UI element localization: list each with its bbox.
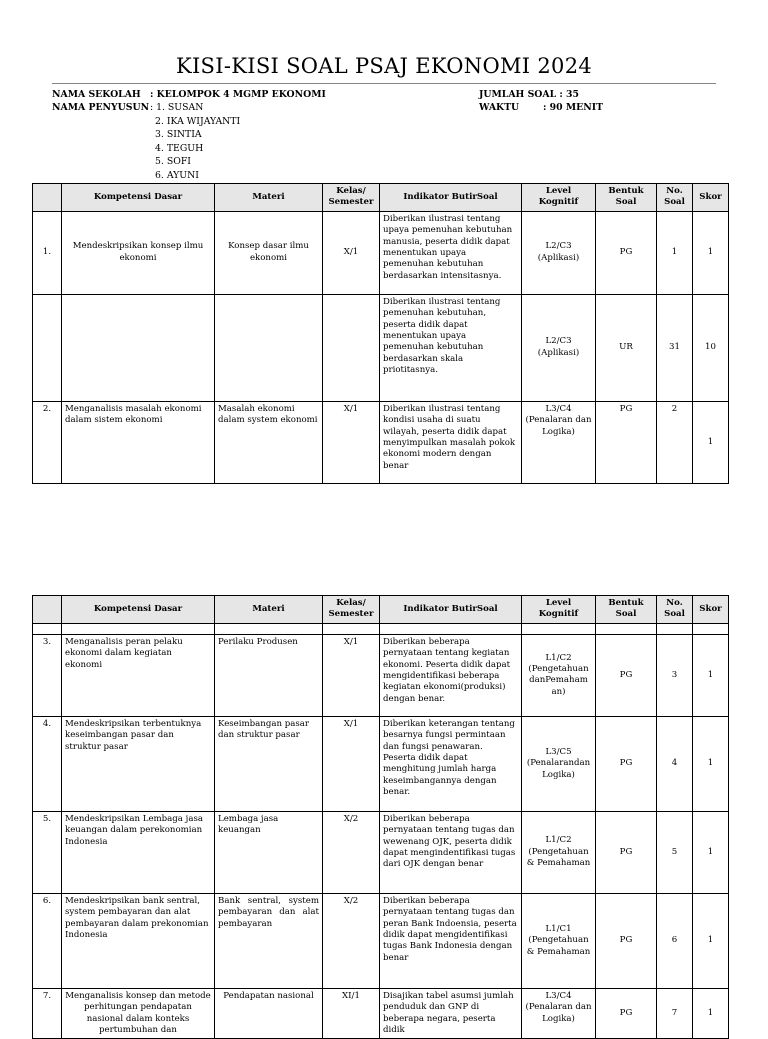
row-skor: 1: [693, 401, 729, 483]
table-row: [33, 401, 729, 483]
row-no: 2.: [33, 401, 62, 483]
header-kompetensi-dasar: Kompetensi Dasar: [62, 184, 215, 212]
row-level: L2/C3 (Aplikasi): [522, 294, 596, 401]
header-skor: Skor: [693, 596, 729, 624]
table-header-row: [33, 184, 729, 212]
row-level: L3/C5 (Penalarandan Logika): [522, 716, 596, 811]
row-bentuk: PG: [596, 811, 657, 893]
row-kelas: X/1: [323, 716, 380, 811]
header-no-soal: No. Soal: [657, 184, 693, 212]
row-materi: Perilaku Produsen: [215, 634, 323, 716]
header-bentuk-soal: Bentuk Soal: [596, 596, 657, 624]
row-bentuk: PG: [596, 401, 657, 483]
row-no-soal: 5: [657, 811, 693, 893]
row-bentuk: PG: [596, 634, 657, 716]
penyusun-item: 2. IKA WIJAYANTI: [155, 116, 241, 127]
row-kelas: [323, 294, 380, 401]
row-no-soal: 1: [657, 211, 693, 294]
row-level: L1/C2 (Pengetahuan & Pemahaman: [522, 811, 596, 893]
row-skor: 1: [693, 893, 729, 988]
row-level: L3/C4 (Penalaran dan Logika): [522, 988, 596, 1039]
table-row: [33, 716, 729, 811]
row-indikator: Diberikan keterangan tentang besarnya fungsi permintaan dan fungsi penawaran. Peserta didik dapat menghitung jumlah harga keseimbangannya dengan benar.: [380, 716, 522, 811]
row-bentuk: PG: [596, 988, 657, 1039]
table-row: [33, 211, 729, 294]
row-no-soal: 4: [657, 716, 693, 811]
row-skor: 1: [693, 988, 729, 1039]
row-kompetensi-dasar: Menganalisis peran pelaku ekonomi dalam kegiatan ekonomi: [62, 634, 215, 716]
row-no-soal: 7: [657, 988, 693, 1039]
nama-sekolah-label: NAMA SEKOLAH: [52, 89, 141, 100]
header-kelas-semester: Kelas/ Semester: [323, 596, 380, 624]
penyusun-list: [155, 115, 240, 182]
row-materi: Keseimbangan pasar dan struktur pasar: [215, 716, 323, 811]
header-kelas-semester: Kelas/ Semester: [323, 184, 380, 212]
penyusun-item: 6. AYUNI: [155, 169, 199, 181]
header-materi: Materi: [215, 184, 323, 212]
table-row: [33, 294, 729, 401]
row-no: [33, 294, 62, 401]
header-no-soal: No. Soal: [657, 596, 693, 624]
row-kelas: X/1: [323, 401, 380, 483]
row-no: 4.: [33, 716, 62, 811]
header-skor: Skor: [693, 184, 729, 212]
row-kompetensi-dasar: Mendeskripsikan konsep ilmu ekonomi: [62, 211, 215, 294]
row-no: 7.: [33, 988, 62, 1039]
row-indikator: Diberikan ilustrasi tentang kondisi usaha di suatu wilayah, peserta didik dapat menyimpulkan masalah pokok ekonomi modern dengan benar: [380, 401, 522, 483]
row-kelas: X/2: [323, 811, 380, 893]
row-bentuk: PG: [596, 211, 657, 294]
row-indikator: Disajikan tabel asumsi jumlah penduduk dan GNP di beberapa negara, peserta didik: [380, 988, 522, 1039]
row-no-soal: 3: [657, 634, 693, 716]
header-kompetensi-dasar: Kompetensi Dasar: [62, 596, 215, 624]
row-no: 1.: [33, 211, 62, 294]
row-materi: [215, 294, 323, 401]
header-indikator: Indikator ButirSoal: [380, 596, 522, 624]
row-no: 6.: [33, 893, 62, 988]
header-indikator: Indikator ButirSoal: [380, 184, 522, 212]
row-no-soal: 2: [657, 401, 693, 483]
row-kompetensi-dasar: Menganalisis masalah ekonomi dalam sistem ekonomi: [62, 401, 215, 483]
waktu-value: : 90 MENIT: [543, 102, 603, 114]
row-bentuk: PG: [596, 893, 657, 988]
row-materi: Lembaga jasa keuangan: [215, 811, 323, 893]
row-no-soal: 31: [657, 294, 693, 401]
row-skor: 1: [693, 211, 729, 294]
table-row: [33, 634, 729, 716]
table-row: [33, 893, 729, 988]
header-no: [33, 184, 62, 212]
row-materi: Pendapatan nasional: [215, 988, 323, 1039]
header-level-kognitif: Level Kognitif: [522, 184, 596, 212]
header-bentuk-soal: Bentuk Soal: [596, 184, 657, 212]
row-skor: 1: [693, 634, 729, 716]
row-indikator: Diberikan ilustrasi tentang pemenuhan kebutuhan, peserta didik dapat menentukan upaya pemenuhan kebutuhan berdasarkan skala priotitasnya.: [380, 294, 522, 401]
row-indikator: Diberikan beberapa pernyataan tentang kegiatan ekonomi. Peserta didik dapat mengidentifikasi beberapa kegiatan ekonomi(produksi) dengan benar.: [380, 634, 522, 716]
row-skor: 1: [693, 811, 729, 893]
row-materi: Masalah ekonomi dalam system ekonomi: [215, 401, 323, 483]
row-skor: 10: [693, 294, 729, 401]
row-no-soal: 6: [657, 893, 693, 988]
row-bentuk: UR: [596, 294, 657, 401]
table-header-row: [33, 596, 729, 624]
kisi-table-1: [32, 183, 729, 484]
nama-sekolah-value: : KELOMPOK 4 MGMP EKONOMI: [150, 89, 326, 100]
row-no: 5.: [33, 811, 62, 893]
row-level: L3/C4 (Penalaran dan Logika): [522, 401, 596, 483]
row-level: L1/C2 (Pengetahuan danPemaham an): [522, 634, 596, 716]
row-kelas: XI/1: [323, 988, 380, 1039]
table-row: [33, 988, 729, 1039]
nama-penyusun-first: : 1. SUSAN: [150, 102, 204, 114]
row-no: 3.: [33, 634, 62, 716]
row-kompetensi-dasar: Menganalisis konsep dan metode perhitungan pendapatan nasional dalam konteks pertumbuhan dan: [62, 988, 215, 1039]
row-kompetensi-dasar: [62, 294, 215, 401]
penyusun-item: 4. TEGUH: [155, 142, 204, 154]
row-indikator: Diberikan beberapa pernyataan tentang tugas dan wewenang OJK, peserta didik dapat mengindentifikasi tugas dari OJK dengan benar: [380, 811, 522, 893]
nama-penyusun-label: NAMA PENYUSUN: [52, 102, 150, 114]
row-kelas: X/1: [323, 634, 380, 716]
row-level: L1/C1 (Pengetahuan & Pemahaman: [522, 893, 596, 988]
table-row: [33, 811, 729, 893]
row-indikator: Diberikan beberapa pernyataan tentang tugas dan peran Bank Indoensia, peserta didik dapat mengidentifikasi tugas Bank Indonesia dengan benar: [380, 893, 522, 988]
row-kompetensi-dasar: Mendeskripsikan Lembaga jasa keuangan dalam perekonomian Indonesia: [62, 811, 215, 893]
spacer-row: [33, 623, 729, 634]
waktu-label: WAKTU: [479, 102, 520, 114]
header-materi: Materi: [215, 596, 323, 624]
kisi-table-2: [32, 595, 729, 1039]
document-title: KISI-KISI SOAL PSAJ EKONOMI 2024: [175, 54, 593, 78]
row-kelas: X/1: [323, 211, 380, 294]
title-underline: [52, 83, 716, 84]
header-level-kognitif: Level Kognitif: [522, 596, 596, 624]
row-materi: Bank sentral, system pembayaran dan alat pembayaran: [215, 893, 323, 988]
penyusun-item: 5. SOFI: [155, 156, 191, 168]
jumlah-soal: JUMLAH SOAL : 35: [479, 89, 579, 100]
row-skor: 1: [693, 716, 729, 811]
row-level: L2/C3 (Aplikasi): [522, 211, 596, 294]
penyusun-item: 3. SINTIA: [155, 129, 202, 141]
row-kompetensi-dasar: Mendeskripsikan terbentuknya keseimbangan pasar dan struktur pasar: [62, 716, 215, 811]
row-kompetensi-dasar: Mendeskripsikan bank sentral, system pembayaran dan alat pembayaran dalam prekonomian Indonesia: [62, 893, 215, 988]
row-indikator: Diberikan ilustrasi tentang upaya pemenuhan kebutuhan manusia, peserta didik dapat menentukan upaya pemenuhan kebutuhan berdasarkan intensitasnya.: [380, 211, 522, 294]
row-materi: Konsep dasar ilmu ekonomi: [215, 211, 323, 294]
row-bentuk: PG: [596, 716, 657, 811]
row-kelas: X/2: [323, 893, 380, 988]
header-no: [33, 596, 62, 624]
